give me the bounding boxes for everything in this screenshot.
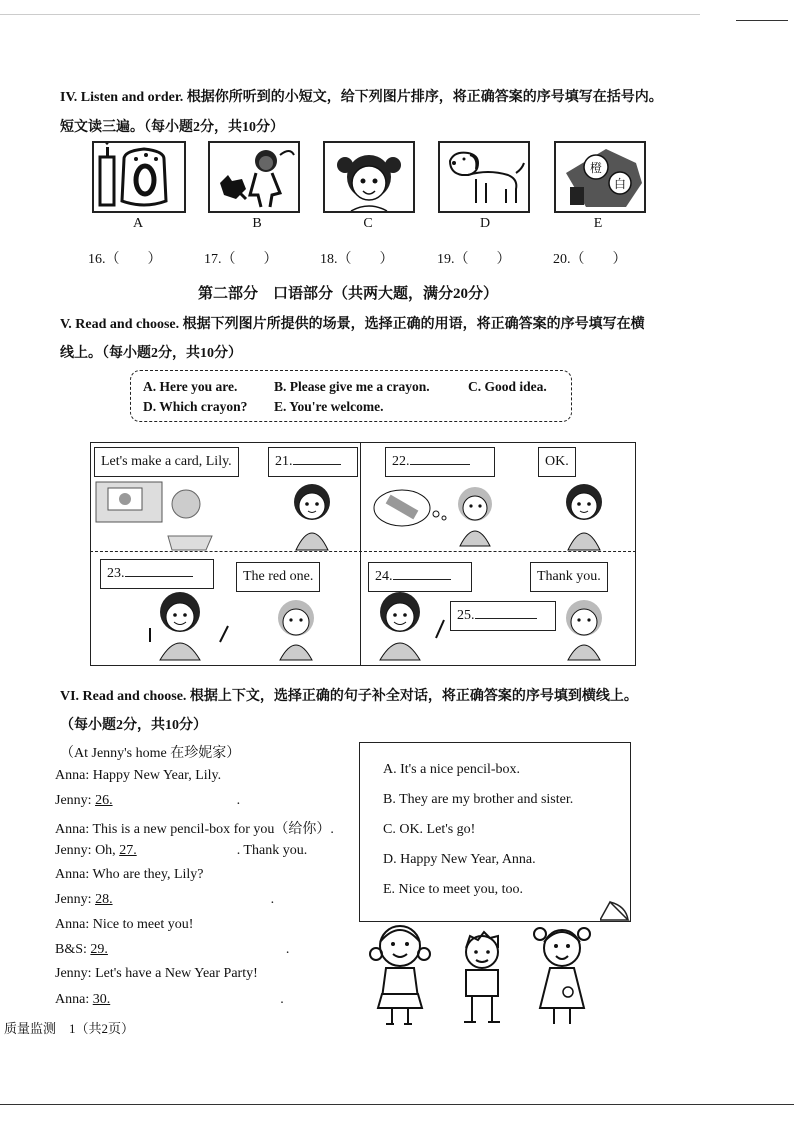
bubble-ok: OK. (538, 447, 576, 477)
bubble-23 (100, 559, 214, 589)
blank-30[interactable] (93, 992, 281, 1007)
speaker: Anna: (55, 822, 90, 837)
dialogue-line-5 (55, 867, 204, 883)
picture-e (554, 141, 646, 213)
girl-face-icon (325, 143, 413, 211)
section6-heading: VI. Read and choose. (60, 689, 187, 704)
answer-16[interactable]: 16.（ ） (88, 252, 162, 267)
choice-a: A. It's a nice pencil-box. (383, 762, 521, 777)
line-before: Oh, (95, 843, 116, 858)
part2-title: 第二部分 口语部分（共两大题，满分20分） (198, 286, 499, 302)
bubble-21 (268, 447, 358, 477)
choice-d: D. Happy New Year, Anna. (383, 852, 536, 867)
picture-d-letter: D (479, 216, 491, 231)
picture-b (208, 141, 300, 213)
speaker: Jenny: (55, 966, 92, 981)
girl-with-crayon-icon (150, 592, 228, 660)
answer-17[interactable]: 17.（ ） (204, 252, 278, 267)
blank-28[interactable] (95, 892, 271, 907)
speaker: Jenny: (55, 843, 92, 858)
dialogue-line-4 (55, 843, 307, 859)
blank-27-num: 27. (119, 843, 137, 858)
speaker: Anna: (55, 917, 90, 932)
answer-18[interactable]: 18.（ ） (320, 252, 394, 267)
blank-25[interactable] (475, 618, 537, 619)
section6-instruction2: （每小题2分，共10分） (60, 718, 207, 733)
speaker: Anna: (55, 768, 90, 783)
page-footer: 质量监测 1（共2页） (4, 1021, 135, 1036)
crayon-label-white: 白 (613, 177, 627, 191)
crayon-label-orange: 橙 (589, 161, 603, 175)
section4-instruction: 根据你所听到的小短文，给下列图片排序，将正确答案的序号填写在括号内。 (186, 90, 663, 105)
speaker: Anna: (55, 867, 90, 882)
picture-a (92, 141, 186, 213)
top-rule-faint (0, 14, 700, 15)
line-end: . (285, 942, 290, 957)
number-ten-and-cake-icon (94, 143, 184, 211)
bubble-red-one: The red one. (236, 562, 320, 592)
bubble-25-label: 25. (457, 608, 475, 623)
dialogue-line-10 (55, 992, 284, 1008)
dialogue-line-6 (55, 892, 274, 908)
option-e: E. You're welcome. (274, 399, 384, 414)
bubble-25 (450, 601, 556, 631)
dialogue-line-1 (55, 768, 221, 784)
speaker: B&S: (55, 942, 87, 957)
picture-e-letter: E (593, 216, 603, 231)
speaker: Anna: (55, 992, 90, 1007)
bubble-thank-you: Thank you. (530, 562, 608, 592)
picture-d (438, 141, 530, 213)
girl-thank-you-icon (566, 600, 602, 660)
girl-giving-crayon-icon (380, 592, 444, 660)
line-end: . Thank you. (236, 843, 308, 858)
top-rule (736, 20, 788, 21)
picture-c-letter: C (363, 216, 373, 231)
option-d: D. Which crayon? (143, 399, 248, 414)
dialogue-line-2 (55, 793, 240, 809)
line-text: Nice to meet you! (92, 917, 194, 932)
dialogue-line-9 (55, 966, 258, 982)
line-end: . (270, 892, 275, 907)
option-c: C. Good idea. (468, 379, 547, 394)
bubble-23-label: 23. (107, 566, 125, 581)
blank-26[interactable] (95, 793, 237, 808)
line-text: Let's have a New Year Party! (95, 966, 258, 981)
blank-30-num: 30. (92, 992, 111, 1007)
dialogue-line-8 (55, 942, 289, 958)
girl-with-cat-icon (210, 143, 298, 211)
choice-c: C. OK. Let's go! (383, 822, 476, 837)
answer-20[interactable]: 20.（ ） (553, 252, 627, 267)
bubble-24 (368, 562, 472, 592)
blank-29[interactable] (90, 942, 286, 957)
section4-instruction2: 短文读三遍。（每小题2分，共10分） (60, 120, 284, 135)
girl-lily-icon (294, 484, 330, 550)
option-b: B. Please give me a crayon. (274, 379, 430, 394)
girl-ok-icon (566, 484, 602, 550)
page-curl-icon (600, 898, 640, 928)
picture-c (323, 141, 415, 213)
crayons-icon (556, 143, 644, 211)
section4-title (60, 86, 663, 106)
dialogue-line-3 (55, 818, 334, 838)
option-a: A. Here you are. (143, 379, 238, 394)
blank-28-num: 28. (95, 892, 113, 907)
choice-b: B. They are my brother and sister. (383, 792, 574, 807)
section5-instruction: 根据下列图片所提供的场景，选择正确的用语，将正确答案的序号填写在横 (182, 317, 645, 332)
blank-22[interactable] (410, 464, 470, 465)
line-end: . (280, 992, 284, 1007)
bubble-22 (385, 447, 495, 477)
answer-19[interactable]: 19.（ ） (437, 252, 511, 267)
blank-27[interactable] (119, 843, 237, 858)
three-children-icon (360, 920, 600, 1040)
bubble-lets-make-card: Let's make a card, Lily. (94, 447, 239, 477)
section6-title (60, 685, 638, 705)
blank-26-num: 26. (95, 793, 113, 808)
bottom-rule (0, 1104, 794, 1105)
section5-instruction2: 线上。（每小题2分，共10分） (60, 346, 242, 361)
section5-title (60, 313, 645, 333)
crayon-thought-icon (374, 487, 492, 546)
blank-29-num: 29. (90, 942, 108, 957)
section6-instruction: 根据上下文，选择正确的句子补全对话，将正确答案的序号填到横线上。 (189, 689, 638, 704)
dog-icon (440, 143, 528, 211)
blank-24[interactable] (393, 579, 451, 580)
section6-setting: （At Jenny's home 在珍妮家） (60, 746, 241, 761)
speaker: Jenny: (55, 793, 92, 808)
line-text: Happy New Year, Lily. (92, 768, 222, 783)
bubble-22-label: 22. (392, 454, 410, 469)
picture-b-letter: B (252, 216, 262, 231)
card-scene-icon (96, 482, 212, 550)
picture-a-letter: A (132, 216, 144, 231)
section5-heading: V. Read and choose. (60, 317, 180, 332)
line-text: Who are they, Lily? (92, 867, 204, 882)
section4-heading: IV. Listen and order. (60, 90, 184, 105)
bubble-24-label: 24. (375, 569, 393, 584)
girl-red-one-icon (278, 600, 314, 660)
line-end: . (236, 793, 241, 808)
blank-23[interactable] (125, 576, 193, 577)
speaker: Jenny: (55, 892, 92, 907)
bubble-21-label: 21. (275, 454, 293, 469)
dialogue-line-7 (55, 917, 193, 933)
choice-e: E. Nice to meet you, too. (383, 882, 523, 897)
line-text: This is a new pencil-box for you（给你）. (92, 822, 334, 837)
blank-21[interactable] (293, 464, 341, 465)
